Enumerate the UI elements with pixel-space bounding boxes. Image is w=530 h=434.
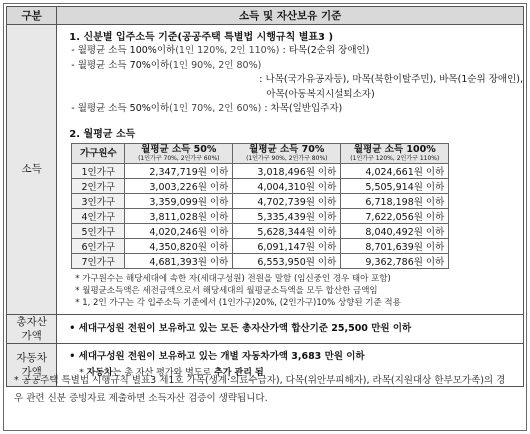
total-assets-cat-2: 가액 [21,329,42,342]
cell-100: 5,505,914원 이하 [341,178,449,193]
car-note-bold2: 추가 관리 됨 [214,367,264,378]
income-line-3: : 나목(국가유공자등), 마목(북한이탈주민), 바목(1순위 장애인), [259,74,523,85]
col-household-size: 가구원수 [72,143,125,163]
income-line-1 [71,44,523,59]
table-row [72,193,449,208]
row-label: 7인가구 [72,253,125,268]
cell-50: 4,681,393원 이하 [125,253,233,268]
line1-gray: (1인 120%, 2인 110%) [175,45,280,56]
row-label: 2인가구 [72,178,125,193]
cell-70: 5,335,439원 이하 [233,208,341,223]
cell-100: 6,718,198원 이하 [341,193,449,208]
cell-70: 4,702,739원 이하 [233,193,341,208]
col-70-title: 월평균 소득 70% [249,143,325,155]
line1-tail: : 타목(2순위 장애인) [279,45,370,56]
table-row [72,253,449,268]
cell-100: 9,362,786원 이하 [341,253,449,268]
total-assets-text: • 세대구성원 전원이 보유하고 있는 모든 총자산가액 합산기준 25,500 만원 이하 [69,322,412,334]
car-cat-2: 가액 [21,365,42,378]
cell-100: 4,024,661원 이하 [341,163,449,178]
cell-100: 8,701,639원 이하 [341,238,449,253]
income-category-label: 소득 [21,163,42,176]
table-row [72,238,449,253]
note-3: * 1, 2인 가구는 각 입주소득 기준에서 (1인가구)20%, (2인가구)10% 상향된 기준 적용 [75,297,401,308]
header-row [7,7,524,25]
income-line-5 [71,102,523,117]
cell-70: 5,628,344원 이하 [233,223,341,238]
criteria-table [6,6,524,387]
col-50-sub: (1인가구 70%, 2인가구 60%) [138,154,220,162]
line5-tail: : 차목(일반입주자) [261,103,343,114]
col-50 [125,143,233,163]
income-notes [75,273,523,309]
cell-100: 7,622,056원 이하 [341,208,449,223]
car-text: • 세대구성원 전원이 보유하고 있는 개별 자동차가액 3,683 만원 이하 [69,350,365,362]
col-50-title: 월평균 소득 50% [141,143,217,155]
income-row [7,25,524,315]
note-2: * 월평균소득액은 세전금액으로서 해당세대의 월평균소득액을 모두 합산한 금액임 [75,285,378,296]
footer-note: * 공공주택 특별법 시행규칙 별표3 제1호 가목(생계·의료수급자), 다목(위안부피해자), 라목(지원대상 한부모가족)의 경우 관련 신분 증빙자료 제출하면 소득자산 검증이 생략됩니다. [14,375,506,404]
header-category: 구분 [7,7,57,25]
line5-gray: (1인 70%, 2인 60%) [169,103,262,114]
total-assets-category [7,314,57,343]
line2-gray: (1인 90%, 2인 80%) [169,59,262,71]
total-assets-content [57,314,524,343]
section2-title: 2. 월평균 소득 [69,128,136,140]
col-70 [233,143,341,163]
cell-50: 4,020,246원 이하 [125,223,233,238]
total-assets-cat-1: 총자산 [16,315,47,328]
col-100 [341,143,449,163]
cell-70: 4,004,310원 이하 [233,178,341,193]
line1-text: - 월평균 소득 100%이하 [71,45,176,56]
cell-50: 4,350,820원 이하 [125,238,233,253]
cell-70: 6,091,147원 이하 [233,238,341,253]
income-category [7,25,57,315]
col-100-sub: (1인가구 120%, 2인가구 110%) [350,154,440,162]
car-note-pre: * [79,367,87,378]
row-label: 3인가구 [72,193,125,208]
row-label: 6인가구 [72,238,125,253]
line2-text: - 월평균 소득 70%이하 [71,59,170,71]
income-table-header [72,143,449,163]
cell-50: 3,003,226원 이하 [125,178,233,193]
row-label: 1인가구 [72,163,125,178]
section1-title: 1. 신분별 입주소득 기준(공공주택 특별법 시행규칙 별표3 ) [69,32,334,43]
table-row [72,223,449,238]
income-line-4: 아목(아동복지시설퇴소자) [266,88,375,100]
table-row [72,208,449,223]
row-label: 4인가구 [72,208,125,223]
table-row [72,163,449,178]
car-note-mid: 는 총 자산 평가와 별도로 [112,367,215,378]
cell-50: 2,347,719원 이하 [125,163,233,178]
income-content [57,25,524,315]
income-line-2 [71,59,523,74]
col-70-sub: (1인가구 90%, 2인가구 80%) [246,154,328,162]
cell-70: 6,553,950원 이하 [233,253,341,268]
cell-100: 8,040,492원 이하 [341,223,449,238]
car-note-bold: 자동차 [86,367,113,378]
cell-70: 3,018,496원 이하 [233,163,341,178]
header-criteria: 소득 및 자산보유 기준 [57,7,524,25]
table-row [72,178,449,193]
car-cat-1: 자동차 [16,351,47,364]
note-1: * 가구원수는 해당세대에 속한 자(세대구성원) 전원을 말함 (임신중인 경우 태아 포함) [75,273,391,284]
cell-50: 3,359,099원 이하 [125,193,233,208]
cell-50: 3,811,028원 이하 [125,208,233,223]
line5-text: - 월평균 소득 50%이하 [71,103,170,114]
col-100-title: 월평균 소득 100% [353,143,436,155]
row-label: 5인가구 [72,223,125,238]
total-assets-row [7,314,524,343]
income-table [71,143,449,269]
